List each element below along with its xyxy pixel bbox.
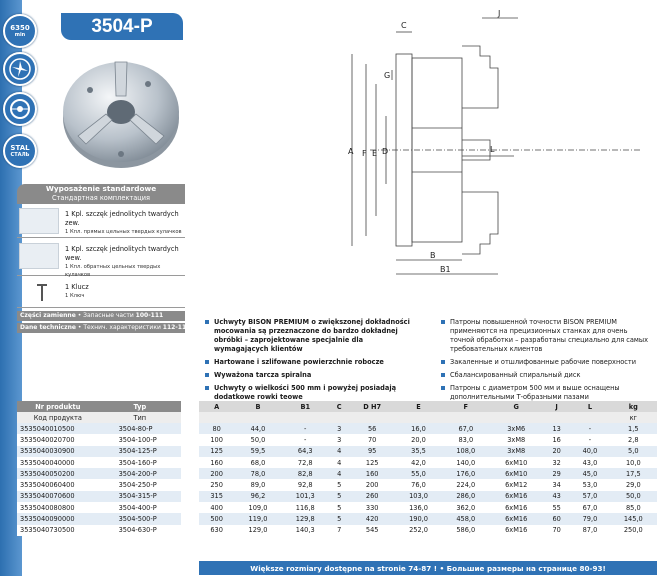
dimension-cell: 286,0 — [442, 491, 489, 502]
product-number-cell: 3535040020700 — [17, 434, 99, 445]
dimension-cell: 59,5 — [234, 446, 281, 457]
col-unit: кг — [610, 412, 657, 423]
col-header-product-number-ru: Код продукта — [17, 412, 99, 423]
steel-label-ru: СТАЛЬ — [10, 152, 30, 158]
product-number-cell: 3535040070600 — [17, 491, 99, 502]
dimension-cell: 43 — [543, 491, 570, 502]
dimension-cell: 4 — [329, 468, 350, 479]
spare-parts-label-ru: Запасные части — [83, 312, 134, 319]
dimension-cell: 55,0 — [395, 468, 442, 479]
dimension-cell: 50,0 — [610, 491, 657, 502]
type-cell: 3504-250-P — [99, 479, 181, 490]
dimension-cell: 76,0 — [395, 479, 442, 490]
dimension-cell: - — [570, 423, 609, 434]
feature-item: Закаленные и отшлифованные рабочие поверхности — [441, 358, 651, 367]
dimension-cell: 250,0 — [610, 525, 657, 536]
dimension-cell: 545 — [349, 525, 394, 536]
feature-item: Патроны повышенной точности BISON PREMIUM применяются на прецизионных станках для очень точной обработки – разработаны специально для самых требовательных клиентов — [441, 318, 651, 354]
dimension-cell: 5 — [329, 513, 350, 524]
table-row — [199, 525, 657, 536]
col-unit — [199, 412, 234, 423]
dimension-cell: 92,8 — [282, 479, 329, 490]
table-row — [17, 468, 181, 479]
equipment-item-label: 1 Klucz — [65, 283, 89, 291]
dimension-cell: 140,0 — [442, 457, 489, 468]
spare-parts-label: Części zamienne — [20, 312, 76, 319]
equipment-item-key — [17, 278, 185, 308]
dimension-cell: 250 — [199, 479, 234, 490]
tech-data-bar: Dane techniczne • Технич. характеристики 112-118 — [17, 323, 185, 333]
col-header-type-ru: Тип — [99, 412, 181, 423]
max-rpm-badge — [3, 14, 37, 48]
type-cell: 3504-500-P — [99, 513, 181, 524]
equipment-item-outer-jaws — [17, 205, 185, 238]
rpm-unit: min — [14, 32, 26, 38]
product-number-cell: 3535040090000 — [17, 513, 99, 524]
dimension-cell: 16,0 — [395, 423, 442, 434]
product-number-table — [17, 401, 181, 536]
dimension-cell: 6xM16 — [489, 525, 543, 536]
type-cell: 3504-100-P — [99, 434, 181, 445]
table-row — [199, 479, 657, 490]
equipment-header — [17, 184, 185, 204]
dimension-cell: 83,0 — [442, 434, 489, 445]
dimension-cell: 5 — [329, 502, 350, 513]
inner-jaws-icon — [19, 243, 59, 269]
dimension-cell: 125 — [199, 446, 234, 457]
dimension-cell: 315 — [199, 491, 234, 502]
col-header: kg — [610, 401, 657, 412]
feature-item: Сбалансированный спиральный диск — [441, 371, 651, 380]
table-row — [199, 468, 657, 479]
dimension-cell: 3 — [329, 423, 350, 434]
dimension-cell: 29,0 — [610, 479, 657, 490]
dimension-cell: 16 — [543, 434, 570, 445]
col-unit — [282, 412, 329, 423]
dimension-cell: 55 — [543, 502, 570, 513]
col-header: J — [543, 401, 570, 412]
tech-data-pages[interactable]: 112-118 — [162, 324, 191, 331]
dimension-cell: 160 — [349, 468, 394, 479]
dimension-cell: 224,0 — [442, 479, 489, 490]
table-row — [199, 446, 657, 457]
dimension-cell: 6xM16 — [489, 491, 543, 502]
col-header: B1 — [282, 401, 329, 412]
dimension-cell: 68,0 — [234, 457, 281, 468]
dimension-cell: 260 — [349, 491, 394, 502]
table-row — [17, 479, 181, 490]
dimension-cell: 43,0 — [570, 457, 609, 468]
feature-item: Wyważona tarcza spiralna — [205, 371, 419, 380]
spiral-icon — [3, 52, 37, 86]
dimension-cell: 96,2 — [234, 491, 281, 502]
dimension-cell: 3xM8 — [489, 434, 543, 445]
dimension-cell: 95 — [349, 446, 394, 457]
dimension-cell: 89,0 — [234, 479, 281, 490]
dimension-cell: 1,5 — [610, 423, 657, 434]
dimension-cell: 45,0 — [570, 468, 609, 479]
larger-sizes-banner[interactable]: Większe rozmiary dostępne na stronie 74-87 ! • Большие размеры на странице 80-93! — [199, 561, 657, 575]
col-unit — [489, 412, 543, 423]
dimension-cell: 125 — [349, 457, 394, 468]
dimension-cell: 67,0 — [442, 423, 489, 434]
dimension-cell: 109,0 — [234, 502, 281, 513]
dimension-cell: 35,5 — [395, 446, 442, 457]
features-list-ru — [441, 318, 651, 406]
col-unit — [570, 412, 609, 423]
dim-a-label: A — [348, 147, 354, 156]
dimension-cell: 145,0 — [610, 513, 657, 524]
dimension-cell: 100 — [199, 434, 234, 445]
product-number-cell: 3535040040000 — [17, 457, 99, 468]
dimension-cell: 20 — [543, 446, 570, 457]
type-cell: 3504-315-P — [99, 491, 181, 502]
dimension-cell: 42,0 — [395, 457, 442, 468]
dimension-cell: 6xM10 — [489, 468, 543, 479]
table-row — [17, 491, 181, 502]
dimension-cell: 4 — [329, 446, 350, 457]
dimension-cell: 119,0 — [234, 513, 281, 524]
equipment-title-ru: Стандартная комплектация — [51, 194, 150, 202]
dimension-cell: 6xM10 — [489, 457, 543, 468]
dimension-cell: 29 — [543, 468, 570, 479]
dim-g-label: G — [384, 71, 391, 80]
dimension-cell: 400 — [199, 502, 234, 513]
dimension-cell: 190,0 — [395, 513, 442, 524]
dim-e-label: E — [372, 149, 378, 158]
spare-parts-pages[interactable]: 100-111 — [135, 312, 164, 319]
col-header: B — [234, 401, 281, 412]
dimension-cell: 56 — [349, 423, 394, 434]
feature-item: Патроны с диаметром 500 мм и выше оснащены дополнительными Т-образными пазами — [441, 384, 651, 402]
dimension-cell: 44,0 — [234, 423, 281, 434]
col-header: C — [329, 401, 350, 412]
table-row — [199, 434, 657, 445]
dimension-cell: 72,8 — [282, 457, 329, 468]
dimension-cell: 630 — [199, 525, 234, 536]
dimension-cell: 129,0 — [234, 525, 281, 536]
tech-data-label-ru: Технич. характеристики — [83, 324, 161, 331]
dimension-cell: 3 — [329, 434, 350, 445]
dimension-cell: 20,0 — [395, 434, 442, 445]
product-number-cell: 3535040080800 — [17, 502, 99, 513]
col-unit — [234, 412, 281, 423]
equipment-item-label-ru: 1 Кпл. прямых цельных твердых кулачков — [65, 229, 182, 235]
equipment-item-label: 1 Kpl. szczęk jednolitych twardych zew. — [65, 210, 179, 227]
dimension-cell: 78,0 — [234, 468, 281, 479]
dimension-cell: 362,0 — [442, 502, 489, 513]
col-header: A — [199, 401, 234, 412]
dimension-cell: 3xM8 — [489, 446, 543, 457]
dimension-cell: 40,0 — [570, 446, 609, 457]
dimension-cell: 4 — [329, 457, 350, 468]
table-row — [17, 434, 181, 445]
type-cell: 3504-400-P — [99, 502, 181, 513]
dim-b-label: B — [430, 251, 436, 260]
dimension-cell: 85,0 — [610, 502, 657, 513]
col-header: D H7 — [349, 401, 394, 412]
dim-d-label: D — [382, 147, 389, 156]
spare-parts-bar: Części zamienne • Запасные части 100-111 — [17, 311, 185, 321]
dim-j-label: J — [498, 9, 501, 18]
tech-data-label: Dane techniczne — [20, 324, 76, 331]
dim-c-label: C — [401, 21, 407, 30]
dimension-cell: 5 — [329, 491, 350, 502]
dimension-cell: 70 — [349, 434, 394, 445]
dimension-cell: 80 — [199, 423, 234, 434]
equipment-title: Wyposażenie standardowe — [45, 184, 157, 193]
dimension-cell: - — [282, 434, 329, 445]
product-number-cell: 3535040730500 — [17, 525, 99, 536]
dimension-cell: 6xM16 — [489, 513, 543, 524]
dimension-cell: 252,0 — [395, 525, 442, 536]
product-number-cell: 3535040030900 — [17, 446, 99, 457]
dimension-cell: 5 — [329, 479, 350, 490]
equipment-item-label-ru: 1 Кпл. обратных цельных твердых кулачков — [65, 264, 161, 278]
table-row — [17, 513, 181, 524]
dimension-cell: - — [282, 423, 329, 434]
table-row — [199, 457, 657, 468]
col-header: E — [395, 401, 442, 412]
dim-l-label: L — [490, 145, 495, 154]
dimension-cell: 586,0 — [442, 525, 489, 536]
equipment-item-label-ru: 1 Ключ — [65, 293, 85, 299]
table-row — [199, 423, 657, 434]
feature-item: Uchwyty o wielkości 500 mm i powyżej posiadają dodatkowe rowki teowe — [205, 384, 419, 402]
dimension-cell: 500 — [199, 513, 234, 524]
col-header: G — [489, 401, 543, 412]
dimension-cell: 3xM6 — [489, 423, 543, 434]
dimension-cell: 420 — [349, 513, 394, 524]
feature-item: Uchwyty BISON PREMIUM o zwiększonej dokładności mocowania są przeznaczone do bardzo dokładnej obróbki – zaprojektowane specjalnie dla wymagających klientów — [205, 318, 419, 354]
product-number-cell: 3535040050200 — [17, 468, 99, 479]
col-unit — [442, 412, 489, 423]
dimension-cell: 6xM12 — [489, 479, 543, 490]
dimension-cell: 7 — [329, 525, 350, 536]
dimension-cell: 32 — [543, 457, 570, 468]
dimension-cell: 116,8 — [282, 502, 329, 513]
dimension-cell: 10,0 — [610, 457, 657, 468]
dim-f-label: F — [362, 149, 367, 158]
dimension-cell: 57,0 — [570, 491, 609, 502]
col-header: F — [442, 401, 489, 412]
dimension-cell: 64,3 — [282, 446, 329, 457]
dimension-cell: 458,0 — [442, 513, 489, 524]
type-cell: 3504-80-P — [99, 423, 181, 434]
dimension-cell: 101,3 — [282, 491, 329, 502]
col-unit — [349, 412, 394, 423]
dimension-cell: 108,0 — [442, 446, 489, 457]
col-unit — [395, 412, 442, 423]
chuck-photo — [60, 46, 182, 171]
dimension-cell: 50,0 — [234, 434, 281, 445]
dimension-cell: - — [570, 434, 609, 445]
product-number-cell: 3535040010500 — [17, 423, 99, 434]
type-cell: 3504-160-P — [99, 457, 181, 468]
table-row — [17, 423, 181, 434]
dimension-cell: 60 — [543, 513, 570, 524]
dimensions-table — [199, 401, 657, 536]
type-cell: 3504-200-P — [99, 468, 181, 479]
dimension-cell: 13 — [543, 423, 570, 434]
dimension-cell: 200 — [349, 479, 394, 490]
steel-label: STAL — [10, 144, 30, 152]
dimension-cell: 79,0 — [570, 513, 609, 524]
dim-b1-label: B1 — [440, 265, 451, 274]
dimension-cell: 6xM16 — [489, 502, 543, 513]
type-cell: 3504-125-P — [99, 446, 181, 457]
product-number-cell: 3535040060400 — [17, 479, 99, 490]
table-row — [17, 457, 181, 468]
table-row — [199, 502, 657, 513]
dimension-cell: 200 — [199, 468, 234, 479]
equipment-item-inner-jaws — [17, 240, 185, 276]
dimension-cell: 67,0 — [570, 502, 609, 513]
product-title: 3504-P — [61, 13, 183, 40]
features-list-pl — [205, 318, 419, 406]
table-row — [17, 446, 181, 457]
dimension-cell: 129,8 — [282, 513, 329, 524]
dimension-cell: 34 — [543, 479, 570, 490]
dimension-cell: 70 — [543, 525, 570, 536]
dimension-cell: 103,0 — [395, 491, 442, 502]
table-row — [199, 513, 657, 524]
col-header: L — [570, 401, 609, 412]
dimension-cell: 176,0 — [442, 468, 489, 479]
col-unit — [543, 412, 570, 423]
rpm-value: 6350 — [10, 24, 30, 32]
dimension-cell: 53,0 — [570, 479, 609, 490]
outer-jaws-icon — [19, 208, 59, 234]
dimension-cell: 140,3 — [282, 525, 329, 536]
col-header-type: Typ — [99, 401, 181, 412]
col-unit — [329, 412, 350, 423]
table-row — [17, 502, 181, 513]
technical-drawing — [340, 8, 660, 294]
equipment-item-label: 1 Kpl. szczęk jednolitych twardych wew. — [65, 245, 179, 262]
dimension-cell: 2,8 — [610, 434, 657, 445]
dimension-cell: 5,0 — [610, 446, 657, 457]
col-header-product-number: Nr produktu — [17, 401, 99, 412]
feature-item: Hartowane i szlifowane powierzchnie robocze — [205, 358, 419, 367]
steel-badge — [3, 134, 37, 168]
type-cell: 3504-630-P — [99, 525, 181, 536]
balance-icon — [3, 92, 37, 126]
table-row — [17, 525, 181, 536]
dimension-cell: 82,8 — [282, 468, 329, 479]
table-row — [199, 491, 657, 502]
dimension-cell: 136,0 — [395, 502, 442, 513]
dimension-cell: 160 — [199, 457, 234, 468]
dimension-cell: 330 — [349, 502, 394, 513]
dimension-cell: 17,5 — [610, 468, 657, 479]
key-icon — [35, 283, 49, 303]
dimension-cell: 87,0 — [570, 525, 609, 536]
